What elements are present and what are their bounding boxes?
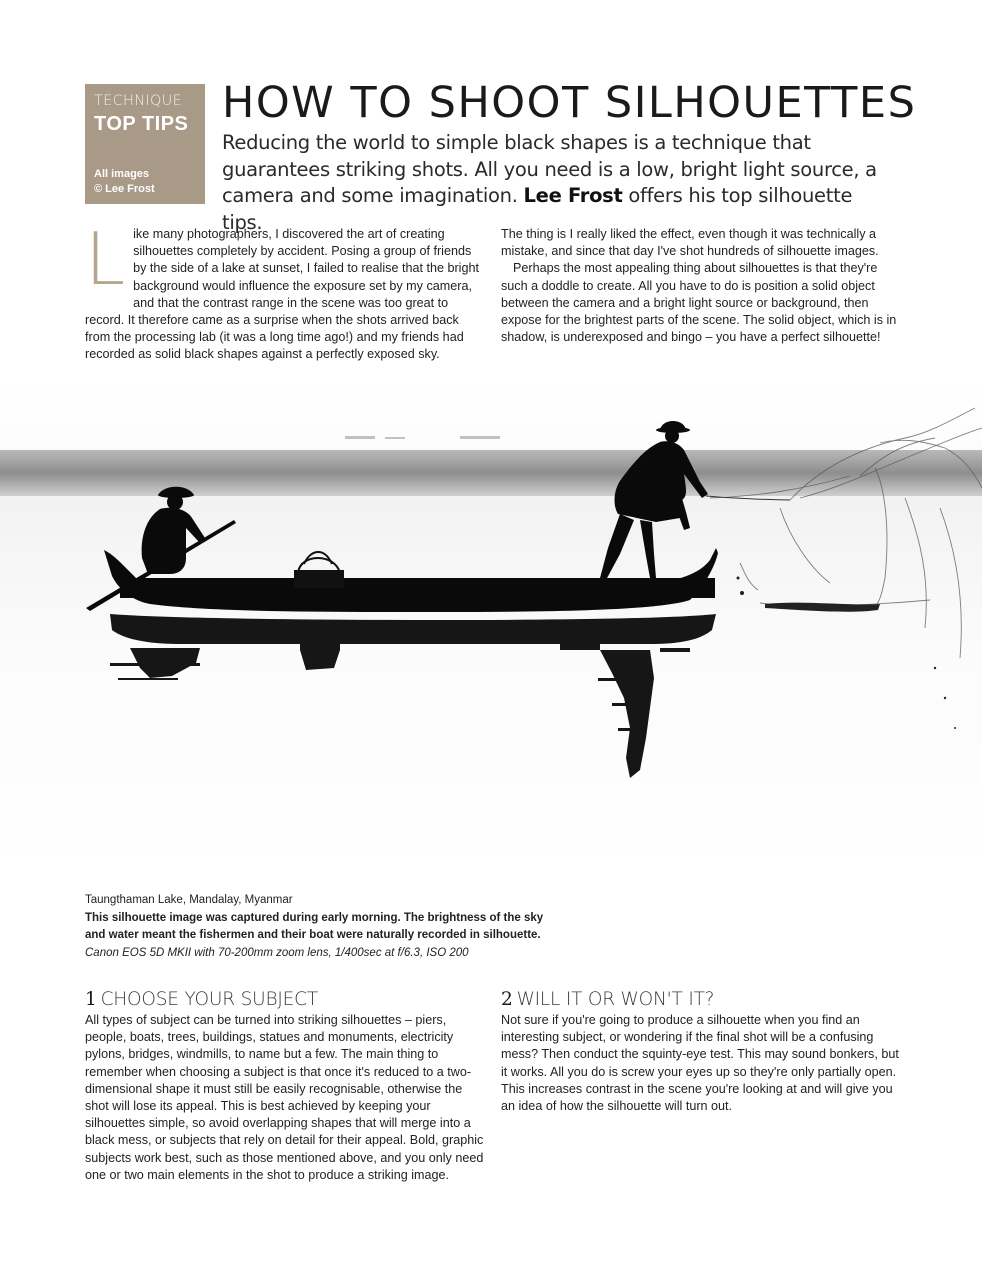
drop-cap: L [85, 217, 126, 301]
intro-column-left [85, 217, 485, 364]
technique-badge [85, 84, 205, 204]
tip-1 [85, 988, 485, 1184]
image-credit [94, 167, 155, 196]
author-name: Lee Frost [523, 184, 623, 207]
credit-line-2: © Lee Frost [94, 182, 155, 195]
credit-line-1: All images [94, 168, 150, 180]
caption-description: This silhouette image was captured during early morning. The brightness of the sky and water meant the fishermen and their boat were naturally recorded in silhouette. [85, 911, 544, 941]
tip-2 [501, 988, 901, 1115]
caption-technical: Canon EOS 5D MKII with 70-200mm zoom lens, 1/400sec at f/6.3, ISO 200 [85, 946, 469, 959]
intro-paragraph: ike many photographers, I discovered the art of creating silhouettes completely by accident. Posing a group of friends by the side of a lake at sunset, I failed to realise that the bright background would influence the exposure set by my camera, and that the contrast range in the scene was too great to record. It therefore came as a surprise when the shots arrived back from the processing lab (it was a long time ago!) and my friends had recorded as solid black shapes against a perfectly exposed sky. [85, 227, 479, 362]
tip-2-title: WILL IT OR WON'T IT? [516, 989, 715, 1010]
standfirst-end: offers his top silhouette tips. [222, 184, 853, 234]
photo-caption [85, 892, 555, 962]
tip-1-title: CHOOSE YOUR SUBJECT [100, 989, 318, 1010]
badge-title: TOP TIPS [94, 113, 189, 135]
intro-column-right [501, 226, 901, 346]
intro-paragraph-2: The thing is I really liked the effect, even though it was technically a mistake, and since that day I've shot hundreds of silhouette images. [501, 227, 879, 259]
caption-location: Taungthaman Lake, Mandalay, Myanmar [85, 894, 293, 906]
tip-2-heading [501, 988, 901, 1012]
lake-silhouette-photo [0, 378, 982, 876]
standfirst-text: Reducing the world to simple black shapes is a technique that guarantees striking shots. All you need is a low, bright light source, a camera and some imagination. [222, 131, 877, 207]
tip-1-body: All types of subject can be turned into striking silhouettes – piers, people, boats, trees, buildings, statues and monuments, electricity pylons, bridges, windmills, to name but a few. The main thing to remember when choosing a subject is that once it's reduced to a two-dimensional shape it must still be easily recognisable, otherwise the shot will lose its appeal. This is best achieved by keeping your silhouettes simple, so avoid overlapping shapes that will merge into a black mess, or subjects that rely on detail for their appeal. Bold, graphic subjects work best, such as those mentioned above, and you only need one or two main elements in the shot to produce a striking image. [85, 1013, 484, 1182]
badge-kicker: TECHNIQUE [94, 93, 183, 109]
tip-2-body: Not sure if you're going to produce a silhouette when you find an interesting subject, or wondering if the final shot will be a confusing mess? Then conduct the squinty-eye test. This may sound bonkers, but it works. All you do is screw your eyes up so they're only partially open. This increases contrast in the scene you're looking at and will give you an idea of how the silhouette will turn out. [501, 1013, 899, 1114]
standfirst [222, 130, 892, 236]
tip-1-number: 1 [85, 989, 97, 1010]
tip-1-heading [85, 988, 485, 1012]
intro-paragraph-3: Perhaps the most appealing thing about silhouettes is that they're such a doddle to create. All you have to do is position a solid object between the camera and a bright light source or background, then expose for the brightest parts of the scene. The solid object, which is in shadow, is underexposed and bingo – you have a perfect silhouette! [501, 261, 897, 345]
tip-2-number: 2 [501, 989, 513, 1010]
page-title: HOW TO SHOOT SILHOUETTES [222, 78, 917, 128]
